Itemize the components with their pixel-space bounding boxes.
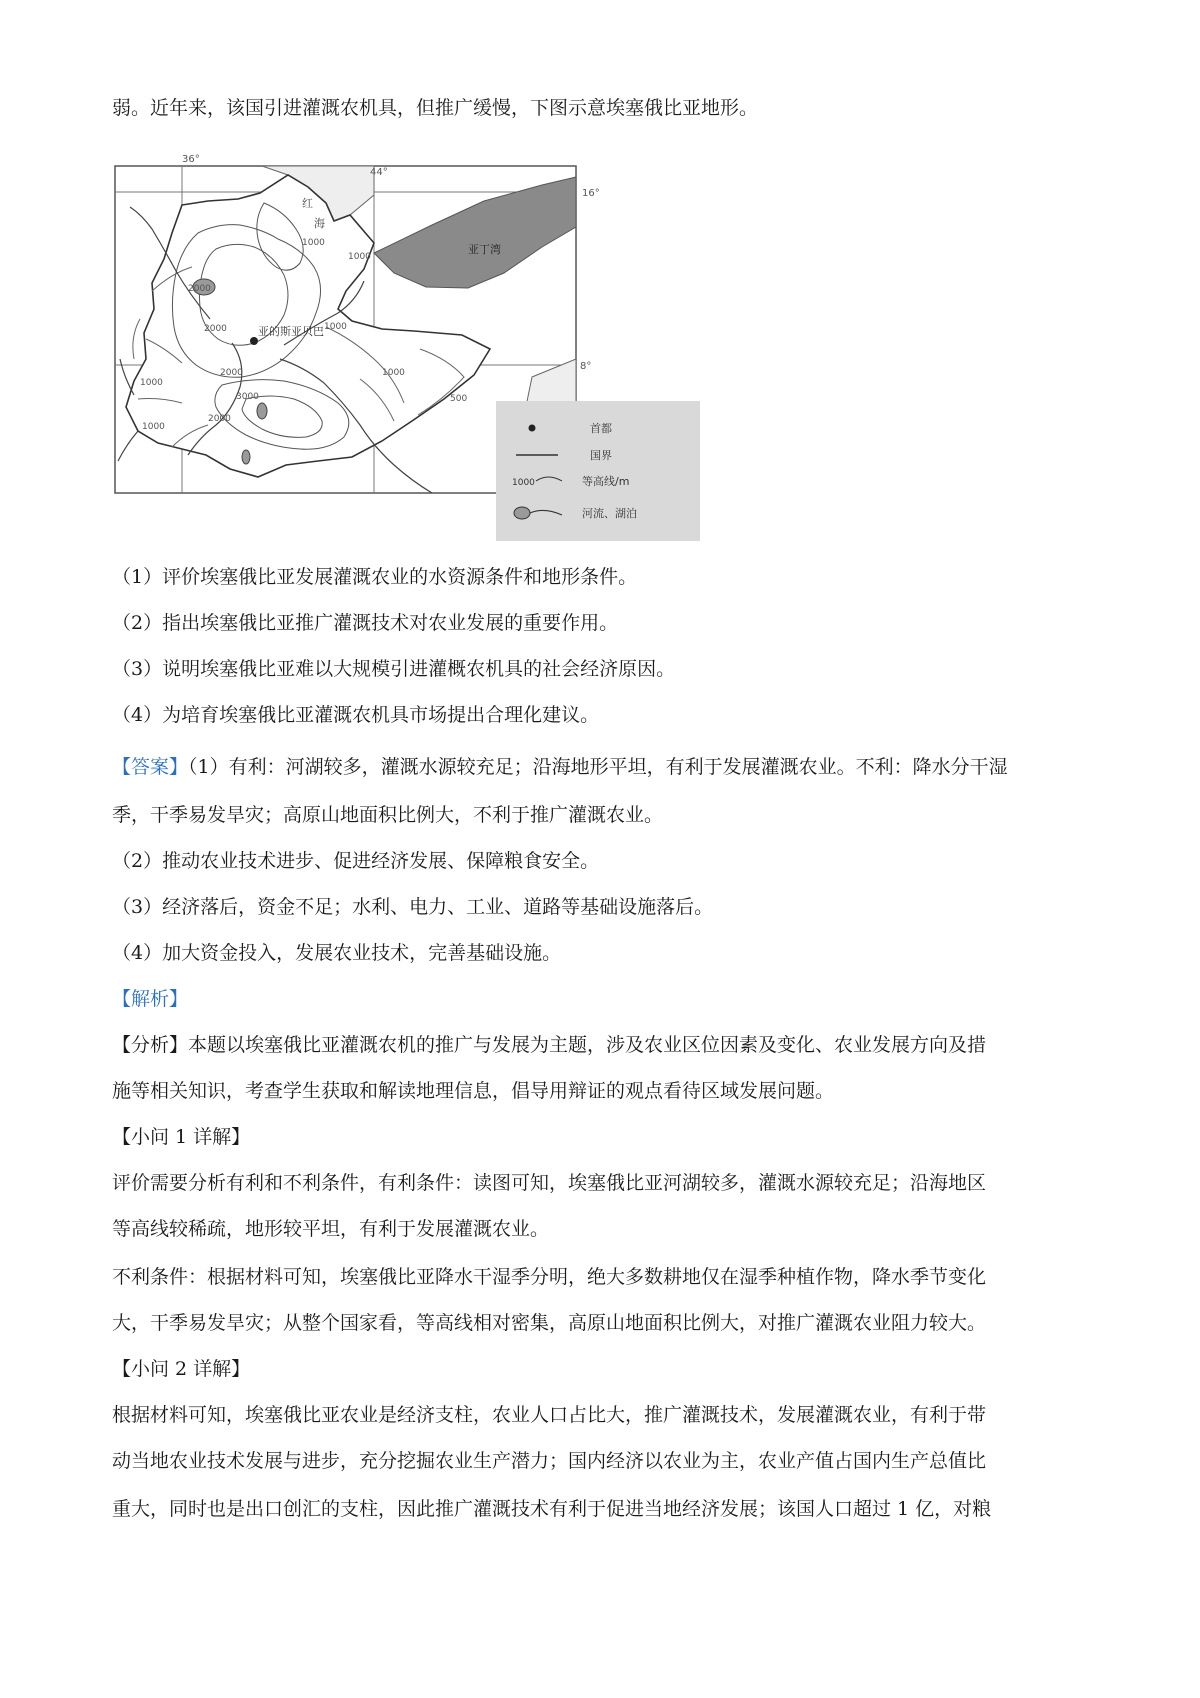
capital-dot-icon — [529, 425, 536, 432]
legend-label: 河流、湖泊 — [582, 507, 637, 520]
contour-label: 2000 — [220, 368, 243, 378]
question-1: （1）评价埃塞俄比亚发展灌溉农业的水资源条件和地形条件。 — [112, 566, 638, 588]
contour-label: 1000 — [348, 252, 371, 262]
question-3: （3）说明埃塞俄比亚难以大规模引进灌概农机具的社会经济原因。 — [112, 658, 676, 680]
answer-tag: 【答案】 — [112, 756, 189, 778]
analysis-line-2: 施等相关知识，考查学生获取和解读地理信息，倡导用辩证的观点看待区域发展问题。 — [112, 1080, 835, 1102]
contour-label: 2000 — [208, 414, 231, 424]
lat-label: 8° — [580, 361, 592, 372]
legend-prefix: 1000 — [512, 478, 535, 488]
sub1-line-1: 评价需要分析有利和不利条件，有利条件：读图可知，埃塞俄比亚河湖较多，灌溉水源较充足；沿海地区 — [112, 1172, 987, 1194]
contour-label: 2000 — [188, 284, 211, 294]
lat-label: 16° — [582, 188, 600, 199]
sub1-line-4: 大，干季易发旱灾；从整个国家看，等高线相对密集，高原山地面积比例大，对推广灌溉农业阻力较大。 — [112, 1312, 987, 1334]
question-4: （4）为培育埃塞俄比亚灌溉农机具市场提出合理化建议。 — [112, 704, 600, 726]
contour-label: 1000 — [140, 378, 163, 388]
place-label: 亚丁湾 — [468, 243, 501, 256]
sub2-line-2: 动当地农业技术发展与进步，充分挖掘农业生产潜力；国内经济以农业为主，农业产值占国内生产总值比 — [112, 1450, 987, 1472]
contour-label: 3000 — [236, 392, 259, 402]
place-label: 亚的斯亚贝巴 — [258, 325, 324, 338]
legend-label: 首都 — [590, 422, 612, 435]
answer-line-5: （4）加大资金投入，发展农业技术，完善基础设施。 — [112, 942, 562, 964]
river-lake-icon — [514, 507, 530, 519]
contour-label: 1000 — [324, 322, 347, 332]
contour-label: 500 — [450, 394, 468, 404]
answer-line-3: （2）推动农业技术进步、促进经济发展、保障粮食安全。 — [112, 850, 600, 872]
answer-line-2: 季，干季易发旱灾；高原山地面积比例大，不利于推广灌溉农业。 — [112, 804, 664, 826]
sub2-line-3: 重大，同时也是出口创汇的支柱，因此推广灌溉技术有利于促进当地经济发展；该国人口超过 1 亿，对粮 — [112, 1498, 992, 1520]
lake-south-2 — [242, 450, 250, 464]
question-2: （2）指出埃塞俄比亚推广灌溉技术对农业发展的重要作用。 — [112, 612, 619, 634]
legend-label: 等高线/m — [582, 475, 630, 488]
place-label: 红 — [302, 197, 313, 210]
contour-label: 1000 — [142, 422, 165, 432]
contour-label: 1000 — [382, 368, 405, 378]
legend-label: 国界 — [590, 449, 612, 462]
sub1-line-3: 不利条件：根据材料可知，埃塞俄比亚降水干湿季分明，绝大多数耕地仅在湿季种植作物，降水季节变化 — [112, 1266, 987, 1288]
sub1-line-2: 等高线较稀疏，地形较平坦，有利于发展灌溉农业。 — [112, 1218, 550, 1240]
contour-label: 1000 — [302, 238, 325, 248]
answer-line-4: （3）经济落后，资金不足；水利、电力、工业、道路等基础设施落后。 — [112, 896, 714, 918]
capital-dot-icon — [250, 337, 258, 345]
analysis-line-1: 【分析】本题以埃塞俄比亚灌溉农机的推广与发展为主题，涉及农业区位因素及变化、农业发展方向及措 — [112, 1034, 987, 1056]
analysis-tag: 【解析】 — [112, 988, 189, 1010]
sub2-line-1: 根据材料可知，埃塞俄比亚农业是经济支柱，农业人口占比大，推广灌溉技术，发展灌溉农业，有利于带 — [112, 1404, 987, 1426]
answer-text: （1）有利：河湖较多，灌溉水源较充足；沿海地形平坦，有利于发展灌溉农业。不利：降水分干湿 — [188, 756, 1008, 778]
sub1-heading: 【小问 1 详解】 — [112, 1126, 251, 1148]
intro-text: 弱。近年来，该国引进灌溉农机具，但推广缓慢，下图示意埃塞俄比亚地形。 — [112, 97, 759, 119]
ethiopia-terrain-map — [112, 154, 700, 541]
answer-line-1 — [112, 752, 1102, 782]
lon-label: 44° — [370, 167, 388, 178]
map-legend — [496, 401, 700, 541]
place-label: 海 — [314, 217, 325, 230]
sub2-heading: 【小问 2 详解】 — [112, 1358, 251, 1380]
lon-label: 36° — [182, 154, 200, 165]
contour-label: 2000 — [204, 324, 227, 334]
lake-south-1 — [257, 403, 267, 419]
